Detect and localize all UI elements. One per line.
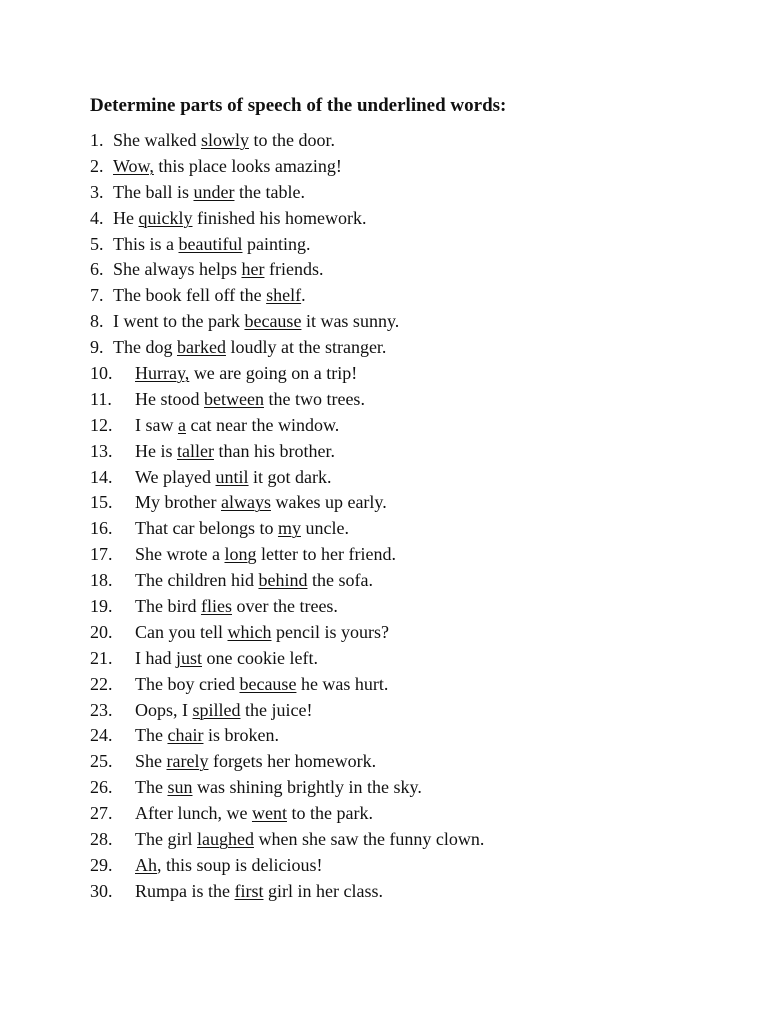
sentence-after: when she saw the funny clown.: [253, 829, 485, 850]
sentence-text: [113, 283, 306, 309]
sentence-before: That car belongs to: [135, 518, 278, 539]
sentence-before: The dog: [113, 337, 177, 358]
sentence-item: [90, 516, 730, 542]
underlined-word: under: [193, 181, 235, 202]
sentence-before: My brother: [135, 492, 221, 513]
item-number: 28.: [90, 829, 113, 850]
sentence-before: She wrote a: [135, 544, 225, 565]
sentence-item: [90, 154, 730, 180]
sentence-item: [90, 646, 730, 672]
underlined-word: because: [244, 311, 302, 332]
sentence-after: wakes up early.: [270, 492, 387, 513]
item-number: 26.: [90, 777, 113, 798]
sentence-item: [90, 361, 730, 387]
sentence-text: [113, 232, 310, 258]
underlined-word: went: [251, 803, 287, 824]
sentence-after: girl in her class.: [263, 880, 383, 901]
sentence-before: I went to the park: [113, 311, 245, 332]
sentence-after: finished his homework.: [192, 207, 367, 228]
sentence-list: [90, 128, 730, 905]
item-number: 27.: [90, 803, 113, 824]
sentence-after: the juice!: [240, 699, 313, 720]
sentence-after: the table.: [234, 181, 305, 202]
underlined-word: behind: [258, 570, 308, 591]
sentence-before: Oops, I: [135, 699, 193, 720]
underlined-word: first: [234, 880, 264, 901]
sentence-text: [113, 206, 366, 232]
sentence-after: forgets her homework.: [208, 751, 377, 772]
underlined-word: beautiful: [178, 233, 243, 254]
underlined-word: Wow,: [113, 155, 154, 176]
underlined-word: her: [241, 259, 265, 280]
sentence-before: Can you tell: [135, 621, 228, 642]
sentence-after: the two trees.: [263, 388, 365, 409]
underlined-word: spilled: [192, 699, 241, 720]
sentence-text: [135, 387, 365, 413]
sentence-after: he was hurt.: [296, 673, 389, 694]
sentence-item: [90, 283, 730, 309]
sentence-before: Rumpa is the: [135, 880, 235, 901]
sentence-item: [90, 180, 730, 206]
sentence-text: [113, 309, 399, 335]
underlined-word: shelf: [266, 285, 302, 306]
sentence-item: [90, 698, 730, 724]
sentence-text: [135, 853, 323, 879]
sentence-after: letter to her friend.: [256, 544, 396, 565]
sentence-before: After lunch, we: [135, 803, 252, 824]
sentence-before: The boy cried: [135, 673, 240, 694]
underlined-word: which: [227, 621, 272, 642]
underlined-word: Hurray,: [135, 363, 190, 384]
underlined-word: barked: [176, 337, 226, 358]
sentence-before: She: [135, 751, 167, 772]
sentence-text: [113, 335, 386, 361]
sentence-text: [135, 646, 318, 672]
worksheet-title: Determine parts of speech of the underlined words:: [90, 95, 507, 116]
item-number: 2.: [90, 155, 104, 176]
sentence-before: This is a: [113, 233, 179, 254]
sentence-after: this place looks amazing!: [153, 155, 342, 176]
item-number: 30.: [90, 880, 113, 901]
item-number: 15.: [90, 492, 113, 513]
sentence-before: She always helps: [113, 259, 242, 280]
sentence-after: pencil is yours?: [271, 621, 389, 642]
sentence-after: friends.: [264, 259, 324, 280]
underlined-word: sun: [167, 777, 193, 798]
item-number: 13.: [90, 440, 113, 461]
item-number: 12.: [90, 414, 113, 435]
sentence-text: [135, 775, 422, 801]
sentence-after: .: [301, 285, 306, 306]
item-number: 22.: [90, 673, 113, 694]
item-number: 25.: [90, 751, 113, 772]
underlined-word: Ah: [135, 854, 157, 875]
underlined-word: always: [220, 492, 271, 513]
item-number: 7.: [90, 285, 104, 306]
sentence-before: The book fell off the: [113, 285, 267, 306]
item-number: 1.: [90, 130, 104, 150]
sentence-item: [90, 128, 730, 154]
item-number: 11.: [90, 388, 112, 409]
sentence-text: [135, 698, 312, 724]
sentence-after: it got dark.: [248, 466, 332, 487]
underlined-word: until: [215, 466, 249, 487]
sentence-after: the sofa.: [307, 570, 373, 591]
sentence-item: [90, 309, 730, 335]
sentence-item: [90, 723, 730, 749]
sentence-text: [135, 723, 279, 749]
sentence-text: [135, 516, 349, 542]
item-number: 20.: [90, 621, 113, 642]
underlined-word: flies: [200, 596, 232, 617]
underlined-word: a: [178, 414, 186, 435]
sentence-item: [90, 594, 730, 620]
sentence-after: over the trees.: [231, 596, 338, 617]
sentence-item: [90, 413, 730, 439]
underlined-word: chair: [167, 725, 204, 746]
sentence-text: [135, 439, 335, 465]
item-number: 9.: [90, 337, 104, 358]
underlined-word: quickly: [138, 207, 193, 228]
sentence-text: [113, 180, 305, 206]
sentence-text: [135, 568, 373, 594]
item-number: 18.: [90, 570, 113, 591]
sentence-after: cat near the window.: [186, 414, 340, 435]
sentence-before: He is: [135, 440, 177, 461]
sentence-before: The: [135, 725, 168, 746]
underlined-word: just: [175, 647, 202, 668]
underlined-word: because: [239, 673, 297, 694]
sentence-after: loudly at the stranger.: [225, 337, 387, 358]
underlined-word: my: [277, 518, 301, 539]
sentence-item: [90, 490, 730, 516]
sentence-item: [90, 568, 730, 594]
item-number: 3.: [90, 181, 104, 202]
item-number: 10.: [90, 363, 113, 384]
sentence-item: [90, 387, 730, 413]
underlined-word: long: [224, 544, 257, 565]
item-number: 16.: [90, 518, 113, 539]
sentence-after: uncle.: [300, 518, 349, 539]
sentence-item: [90, 801, 730, 827]
sentence-item: [90, 439, 730, 465]
sentence-after: was shining brightly in the sky.: [192, 777, 422, 798]
sentence-text: [135, 361, 357, 387]
item-number: 6.: [90, 259, 104, 280]
sentence-text: [113, 154, 342, 180]
sentence-after: is broken.: [203, 725, 279, 746]
item-number: 4.: [90, 207, 104, 228]
underlined-word: rarely: [166, 751, 209, 772]
sentence-after: to the park.: [286, 803, 373, 824]
sentence-item: [90, 232, 730, 258]
sentence-after: we are going on a trip!: [189, 363, 358, 384]
sentence-before: I had: [135, 647, 176, 668]
sentence-text: [135, 413, 339, 439]
sentence-item: [90, 257, 730, 283]
underlined-word: taller: [177, 440, 214, 461]
sentence-after: than his brother.: [213, 440, 335, 461]
sentence-after: , this soup is delicious!: [157, 854, 323, 875]
sentence-text: [135, 827, 484, 853]
sentence-item: [90, 206, 730, 232]
sentence-before: The ball is: [113, 181, 194, 202]
item-number: 17.: [90, 544, 113, 565]
sentence-text: [113, 257, 323, 283]
sentence-text: [135, 542, 396, 568]
sentence-before: I saw: [135, 414, 178, 435]
item-number: 14.: [90, 466, 113, 487]
sentence-item: [90, 672, 730, 698]
item-number: 19.: [90, 596, 113, 617]
sentence-after: painting.: [242, 233, 311, 254]
sentence-before: He stood: [135, 388, 204, 409]
sentence-text: [135, 749, 376, 775]
sentence-text: [135, 465, 332, 491]
item-number: 21.: [90, 647, 113, 668]
sentence-item: [90, 879, 730, 905]
sentence-before: The girl: [135, 829, 197, 850]
sentence-item: [90, 827, 730, 853]
item-number: 24.: [90, 725, 113, 746]
sentence-item: [90, 853, 730, 879]
sentence-text: [135, 490, 387, 516]
underlined-word: slowly: [200, 130, 249, 150]
underlined-word: between: [204, 388, 264, 409]
sentence-after: one cookie left.: [202, 647, 318, 668]
sentence-text: [135, 594, 338, 620]
sentence-text: [135, 672, 388, 698]
sentence-before: She walked: [113, 130, 201, 150]
sentence-after: to the door.: [249, 130, 335, 150]
worksheet-page: [90, 94, 730, 905]
sentence-item: [90, 542, 730, 568]
item-number: 29.: [90, 854, 113, 875]
sentence-text: [135, 801, 373, 827]
item-number: 5.: [90, 233, 104, 254]
sentence-before: The bird: [135, 596, 201, 617]
sentence-before: The: [135, 777, 168, 798]
underlined-word: laughed: [196, 829, 254, 850]
sentence-after: it was sunny.: [301, 311, 400, 332]
item-number: 23.: [90, 699, 113, 720]
sentence-before: He: [113, 207, 139, 228]
sentence-item: [90, 620, 730, 646]
sentence-before: The children hid: [135, 570, 259, 591]
sentence-item: [90, 749, 730, 775]
sentence-before: We played: [135, 466, 216, 487]
item-number: 8.: [90, 311, 104, 332]
sentence-item: [90, 775, 730, 801]
sentence-text: [135, 879, 383, 905]
sentence-item: [90, 465, 730, 491]
sentence-text: [113, 128, 335, 154]
sentence-text: [135, 620, 389, 646]
sentence-item: [90, 335, 730, 361]
